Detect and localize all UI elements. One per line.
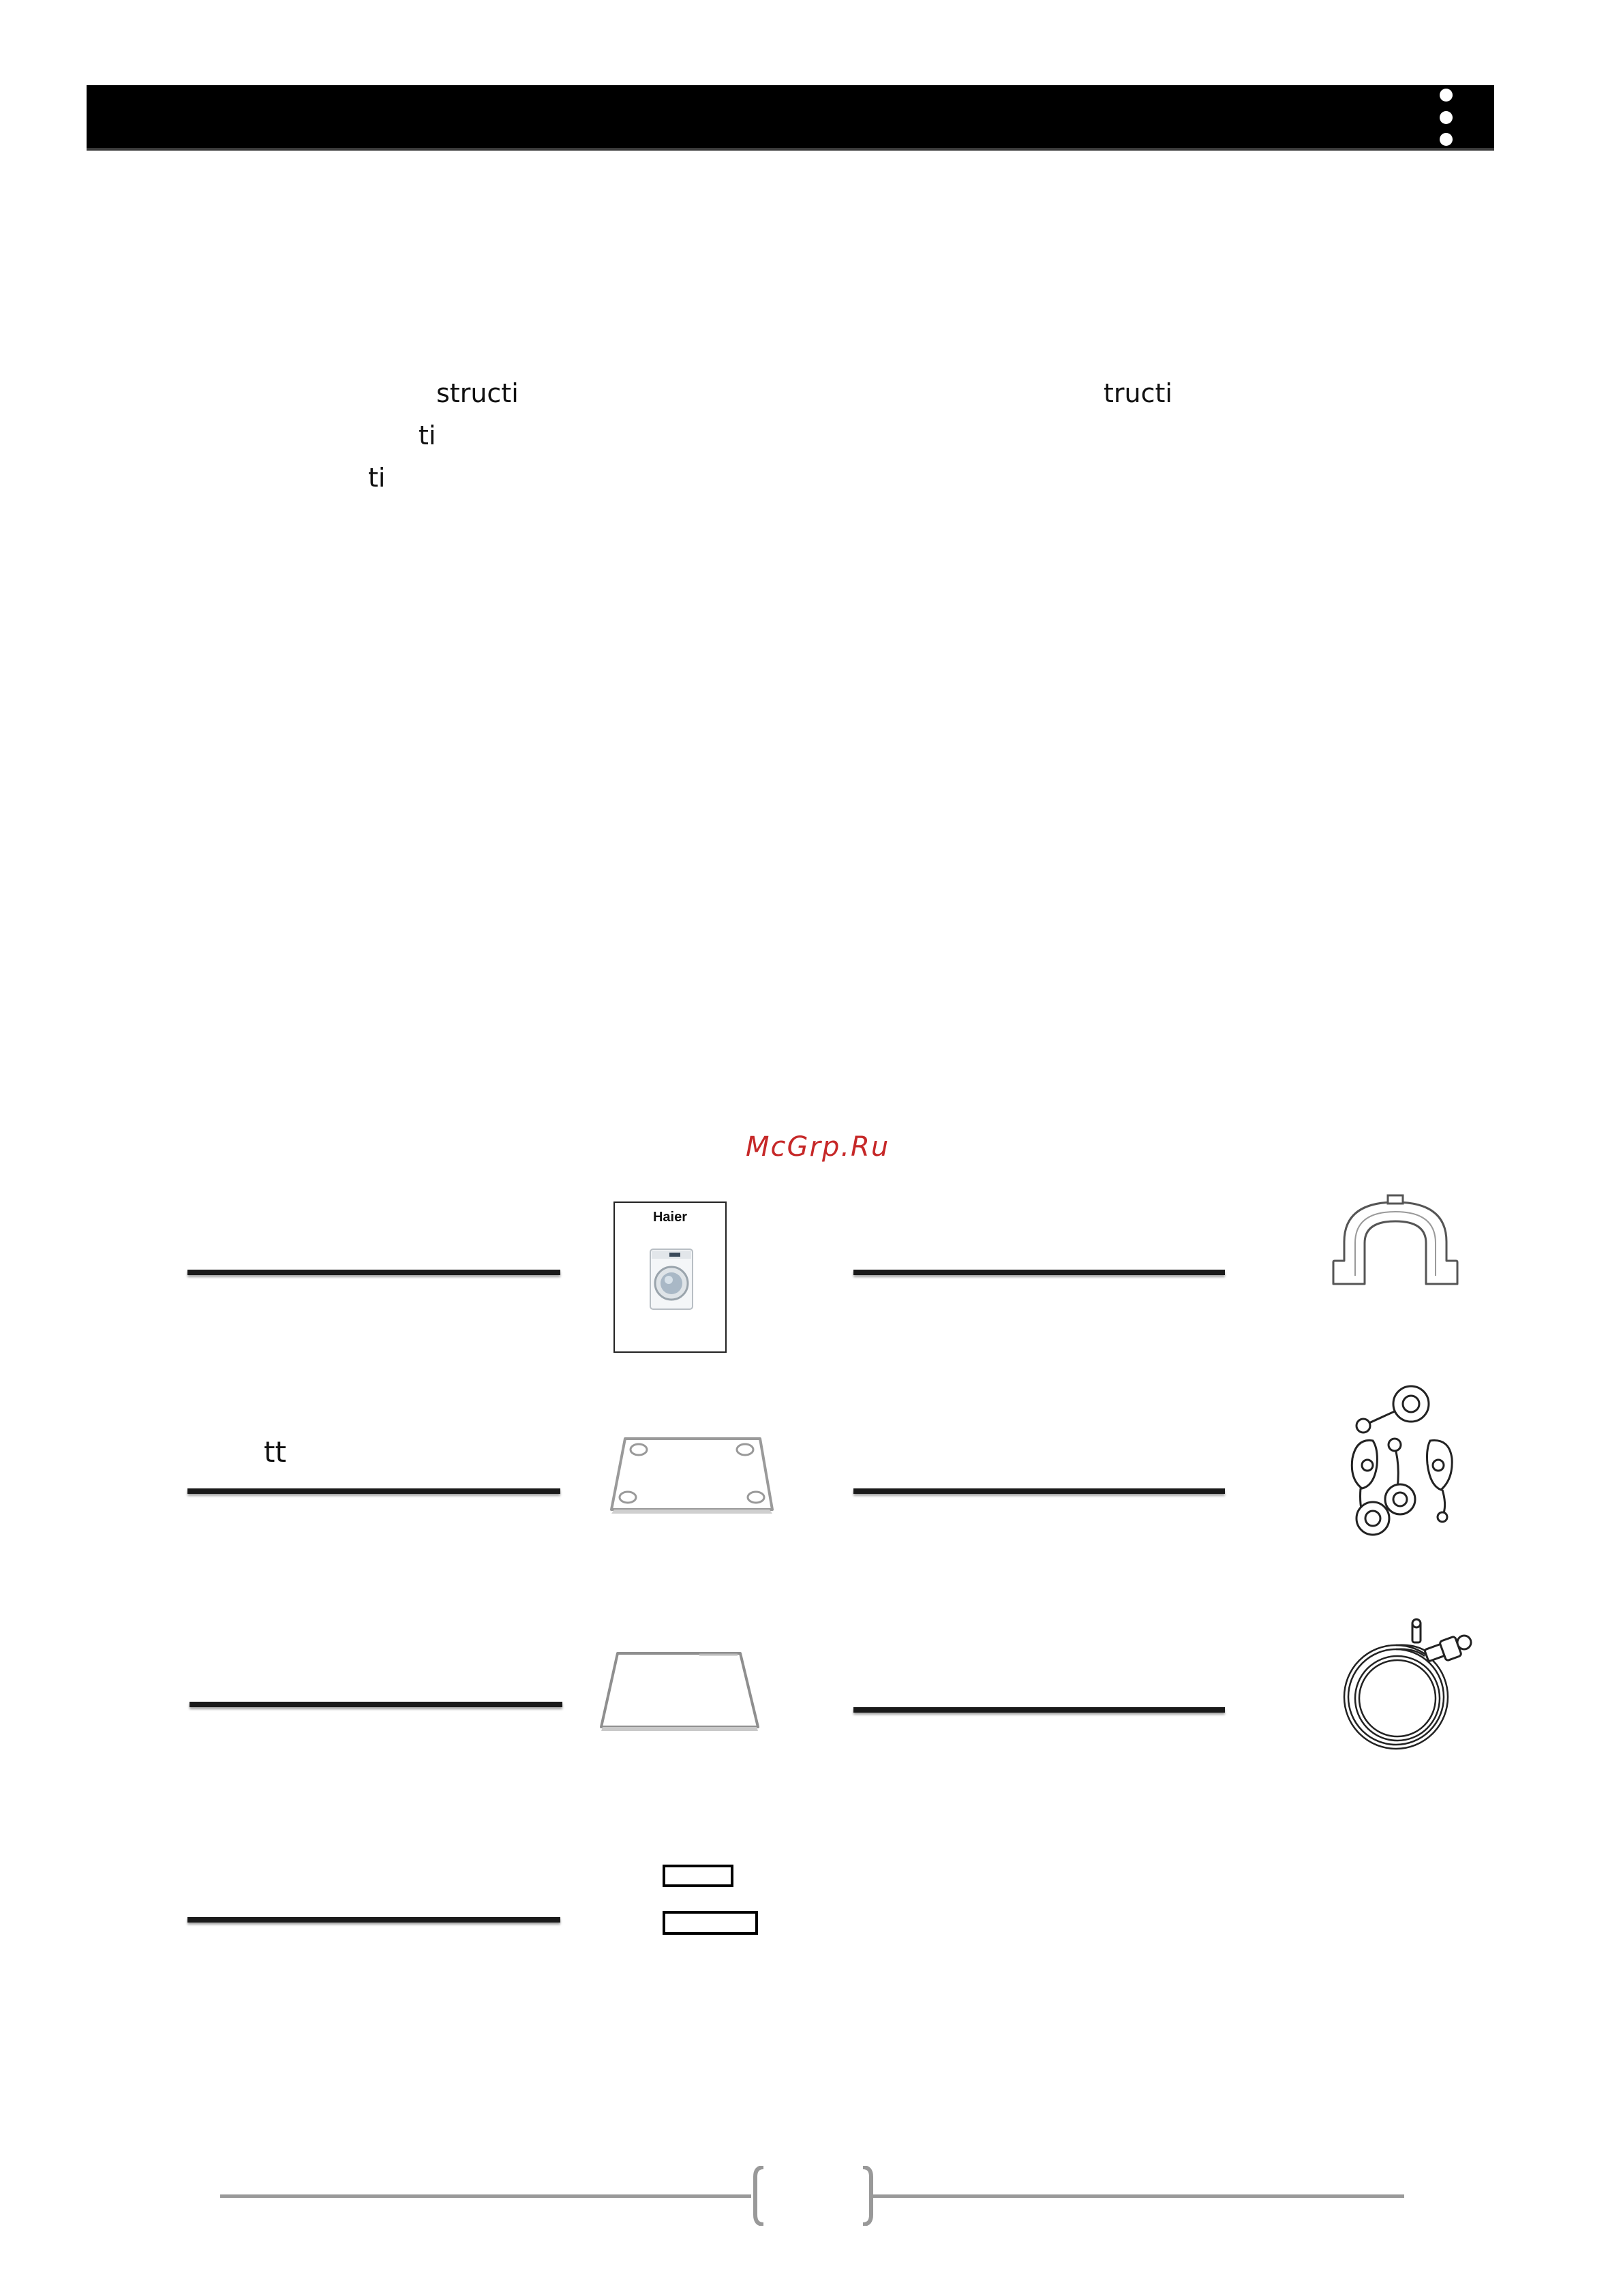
accessory-label-line [187, 1917, 560, 1923]
accessory-label-line [853, 1488, 1225, 1494]
inlet-hose-icon [1341, 1617, 1478, 1760]
footer-rule-right [871, 2194, 1404, 2198]
more-vertical-icon [1436, 89, 1457, 146]
page-bracket-left-icon [747, 2166, 781, 2226]
cover-panel-icon [597, 1651, 762, 1734]
accessory-label-line [853, 1707, 1225, 1713]
section-header-bar [87, 85, 1494, 148]
watermark: McGrp.Ru [746, 1131, 890, 1163]
hose-bend-holder-icon [1329, 1194, 1461, 1289]
accessory-label-line [187, 1270, 560, 1275]
user-manual-booklet-icon [613, 1201, 727, 1353]
manual-brand-text: Haier [652, 1210, 688, 1225]
accessory-label-line [187, 1488, 560, 1494]
transit-bolt-caps-icon [1343, 1383, 1466, 1540]
energy-label-sticker-icon [663, 1911, 758, 1935]
base-plate-icon [609, 1436, 775, 1516]
accessory-label-line [853, 1270, 1225, 1275]
page-bracket-right-icon [856, 2166, 890, 2226]
intro-text-fragment: ti [419, 420, 436, 450]
footer-rule-left [220, 2194, 751, 2198]
intro-text-fragment: ti [368, 463, 386, 493]
washing-machine-icon [649, 1248, 694, 1311]
accessory-label-line [189, 1702, 562, 1707]
energy-label-sticker-icon [663, 1865, 733, 1887]
intro-text-fragment: tructi [1104, 378, 1172, 408]
intro-text-fragment: structi [436, 378, 519, 408]
accessory-label-fragment: tt [264, 1435, 286, 1469]
page-number [777, 2178, 852, 2212]
